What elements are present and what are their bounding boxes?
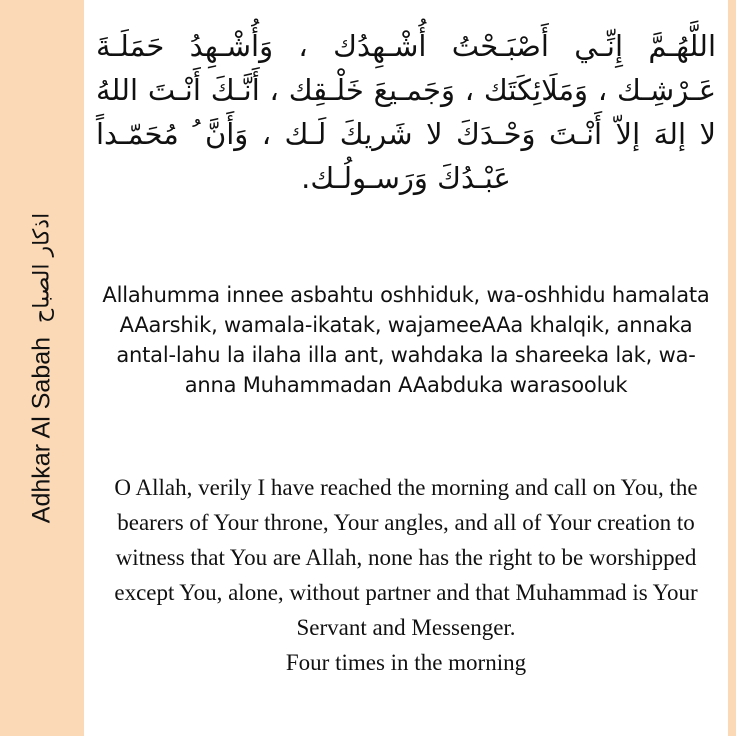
side-title — [28, 213, 57, 523]
translation-text: O Allah, verily I have reached the morning and call on You, the bearers of Your throne, Your angles, and all of Your creation to witness that You are Allah, none has the right to be worshipped except You, alone, without partner and that Muhammad is Your Servant and Messenger. — [114, 475, 698, 640]
side-title-english: Adhkar Al Sabah — [27, 336, 56, 524]
left-side-band — [0, 0, 84, 736]
content-area — [86, 0, 726, 736]
right-side-band — [728, 0, 736, 736]
arabic-supplication: اللَّهُـمَّ إِنِّـي أَصْبَـحْتُ أُشْـهِدُك ، وَأُشْـهِدُ حَمَلَـةَ عَـرْشِـك ، وَمَلَائِكَتَك ، وَجَمـيعَ خَلْـقِك ، أَنَّـكَ أَنْـتَ اللهُ لا إلهَ إلاّ أَنْـتَ وَحْـدَكَ لا شَريكَ لَـك ، وَأَنَّ ُ مُحَمّـداً عَبْـدُكَ وَرَسـولُـك. — [96, 29, 716, 195]
transliteration: Allahumma innee asbahtu oshhiduk, wa-oshhidu hamalata AAarshik, wamala-ikatak, wajameeAAa khalqik, annaka antal-lahu la ilaha illa ant, wahdaka la shareeka lak, wa-anna Muhammadan AAabduka warasooluk — [102, 283, 710, 397]
frequency-note: Four times in the morning — [285, 650, 527, 675]
side-title-arabic: اذكار الصباح — [29, 212, 55, 323]
translation-block — [92, 470, 720, 680]
